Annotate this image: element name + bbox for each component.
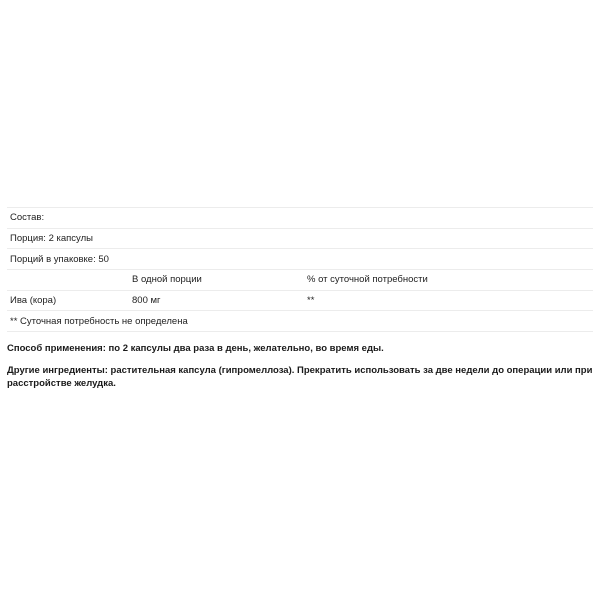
usage-instructions: Способ применения: по 2 капсулы два раза в день, желательно, во время еды. <box>7 343 384 355</box>
table-row <box>7 208 593 229</box>
supplement-facts-section <box>7 207 593 390</box>
table-row <box>7 249 593 270</box>
header-empty-cell <box>7 270 129 291</box>
header-amount: В одной порции <box>129 270 304 291</box>
table-row <box>7 311 593 332</box>
serving-size: Порция: 2 капсулы <box>7 228 593 249</box>
header-daily-value: % от суточной потребности <box>304 270 593 291</box>
footnote: ** Суточная потребность не определена <box>7 311 593 332</box>
servings-per-container: Порций в упаковке: 50 <box>7 249 593 270</box>
ingredient-daily-value: ** <box>304 290 593 311</box>
composition-label: Состав: <box>7 208 593 229</box>
ingredient-amount: 800 мг <box>129 290 304 311</box>
table-row <box>7 228 593 249</box>
table-header-row <box>7 270 593 291</box>
supplement-facts-table <box>7 207 593 332</box>
table-row <box>7 290 593 311</box>
other-ingredients: Другие ингредиенты: растительная капсула (гипромеллоза). Прекратить использовать за две недели до операции или при расстройстве желудка. <box>7 365 593 390</box>
ingredient-name: Ива (кора) <box>7 290 129 311</box>
